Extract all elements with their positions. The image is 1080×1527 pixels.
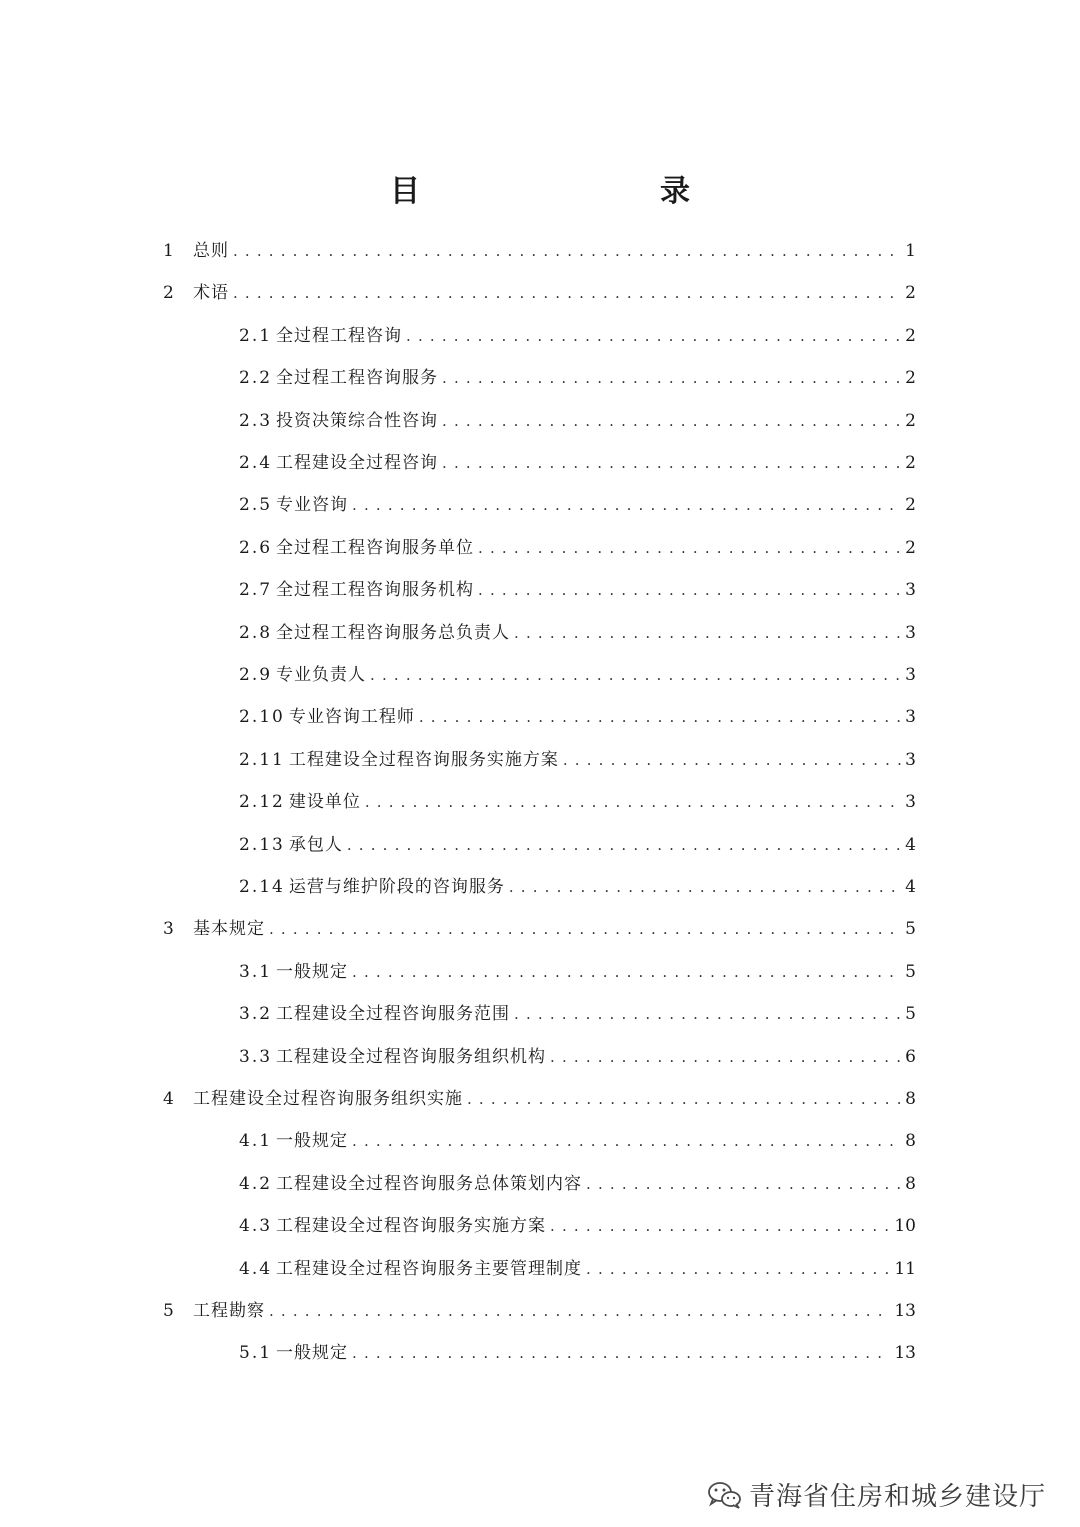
toc-dot-leader bbox=[233, 239, 901, 263]
toc-entry-label: 基本规定 bbox=[193, 919, 265, 940]
toc-entry-label: 一般规定 bbox=[276, 1131, 349, 1152]
toc-entry-page-number: 5 bbox=[905, 919, 916, 940]
toc-entry-number: 2.5 bbox=[239, 495, 273, 516]
toc-entry[interactable] bbox=[239, 866, 916, 908]
toc-entry-number: 4.2 bbox=[239, 1173, 273, 1194]
watermark-text: 青海省住房和城乡建设厅 bbox=[748, 1482, 1046, 1512]
toc-entry-page-number: 2 bbox=[905, 410, 916, 431]
toc-entry-number: 2.1 bbox=[239, 325, 273, 346]
toc-entry-number: 2.4 bbox=[239, 453, 273, 473]
toc-dot-leader bbox=[586, 1257, 890, 1281]
toc-entry-number: 2.6 bbox=[239, 537, 273, 558]
toc-entry-number: 2 bbox=[163, 283, 176, 304]
toc-entry-page-number: 4 bbox=[905, 834, 916, 855]
toc-entry-page-number: 2 bbox=[905, 453, 916, 473]
toc-dot-leader bbox=[269, 1299, 890, 1323]
toc-entry-number: 3 bbox=[163, 919, 176, 940]
toc-entry-label: 投资决策综合性咨询 bbox=[276, 410, 439, 431]
toc-entry[interactable] bbox=[239, 781, 916, 823]
toc-entry-label: 建设单位 bbox=[288, 792, 361, 813]
toc-dot-leader bbox=[233, 281, 901, 305]
toc-entry-page-number: 8 bbox=[905, 1089, 916, 1109]
toc-entry-number: 2.8 bbox=[239, 622, 273, 643]
toc-dot-leader bbox=[550, 1214, 890, 1238]
toc-entry-label: 全过程工程咨询服务总负责人 bbox=[276, 622, 511, 643]
toc-entry-label: 一般规定 bbox=[276, 961, 349, 982]
toc-entry-number: 2.13 bbox=[239, 834, 285, 855]
toc-dot-leader bbox=[550, 1045, 901, 1069]
toc-entry-page-number: 2 bbox=[905, 368, 916, 389]
toc-entry-number: 2.10 bbox=[239, 707, 285, 728]
toc-entry-label: 工程勘察 bbox=[193, 1301, 265, 1321]
toc-entry[interactable] bbox=[239, 442, 916, 484]
toc-entry[interactable] bbox=[163, 908, 916, 950]
toc-entry[interactable] bbox=[239, 1205, 916, 1247]
toc-dot-leader bbox=[478, 578, 901, 602]
toc-dot-leader bbox=[467, 1087, 901, 1111]
toc-entry[interactable] bbox=[239, 1332, 916, 1374]
toc-entry[interactable] bbox=[239, 654, 916, 696]
toc-entry-page-number: 2 bbox=[905, 325, 916, 346]
toc-entry-label: 全过程工程咨询服务机构 bbox=[276, 580, 475, 601]
toc-entry-number: 2.9 bbox=[239, 665, 273, 685]
toc-dot-leader bbox=[365, 790, 901, 814]
toc-entry-label: 专业负责人 bbox=[276, 665, 367, 685]
toc-dot-leader bbox=[509, 875, 901, 899]
toc-entry-label: 全过程工程咨询 bbox=[276, 325, 403, 346]
toc-dot-leader bbox=[269, 917, 901, 941]
toc-entry-number: 2.3 bbox=[239, 410, 273, 431]
toc-dot-leader bbox=[352, 493, 901, 517]
toc-entry-page-number: 11 bbox=[894, 1258, 916, 1279]
toc-entry-page-number: 3 bbox=[905, 707, 916, 728]
toc-entry-number: 5 bbox=[163, 1301, 176, 1321]
toc-dot-leader bbox=[563, 748, 901, 772]
wechat-icon bbox=[707, 1480, 743, 1510]
toc-entry-number: 5.1 bbox=[239, 1343, 273, 1364]
toc-entry-page-number: 5 bbox=[905, 961, 916, 982]
toc-entry-page-number: 2 bbox=[905, 537, 916, 558]
toc-entry[interactable] bbox=[239, 569, 916, 611]
toc-entry-page-number: 13 bbox=[894, 1343, 916, 1364]
toc-entry-number: 4.3 bbox=[239, 1216, 273, 1237]
toc-dot-leader bbox=[352, 1129, 901, 1153]
toc-entry-number: 2.11 bbox=[239, 749, 285, 770]
toc-dot-leader bbox=[514, 1002, 901, 1026]
toc-entry[interactable] bbox=[239, 612, 916, 654]
toc-dot-leader bbox=[586, 1172, 901, 1196]
toc-entry-label: 全过程工程咨询服务 bbox=[276, 368, 439, 389]
toc-entry-page-number: 2 bbox=[905, 283, 916, 304]
toc-entry[interactable] bbox=[163, 1290, 916, 1332]
toc-dot-leader bbox=[442, 366, 901, 390]
toc-entry[interactable] bbox=[163, 230, 916, 272]
toc-entry[interactable] bbox=[239, 484, 916, 526]
toc-entry-label: 工程建设全过程咨询服务实施方案 bbox=[276, 1216, 547, 1237]
toc-entry-label: 专业咨询 bbox=[276, 495, 349, 516]
toc-entry-label: 工程建设全过程咨询服务总体策划内容 bbox=[276, 1173, 583, 1194]
toc-entry-number: 2.2 bbox=[239, 368, 273, 389]
toc-entry-page-number: 2 bbox=[905, 495, 916, 516]
toc-entry[interactable] bbox=[239, 1248, 916, 1290]
toc-dot-leader bbox=[347, 833, 901, 857]
toc-entry-page-number: 3 bbox=[905, 665, 916, 685]
toc-entry-page-number: 3 bbox=[905, 580, 916, 601]
toc-entry[interactable] bbox=[239, 1163, 916, 1205]
toc-entry[interactable] bbox=[239, 1120, 916, 1162]
toc-entry-number: 4.1 bbox=[239, 1131, 273, 1152]
toc-entry-number: 3.2 bbox=[239, 1004, 273, 1025]
page-title: 目 录 bbox=[390, 174, 750, 209]
toc-entry[interactable] bbox=[163, 1078, 916, 1120]
toc-entry[interactable] bbox=[239, 696, 916, 738]
toc-entry[interactable] bbox=[163, 272, 916, 314]
toc-entry[interactable] bbox=[239, 527, 916, 569]
toc-entry-label: 工程建设全过程咨询 bbox=[276, 453, 439, 473]
toc-entry-number: 1 bbox=[163, 241, 176, 261]
toc-dot-leader bbox=[419, 705, 901, 729]
toc-entry-page-number: 3 bbox=[905, 792, 916, 813]
toc-entry[interactable] bbox=[239, 993, 916, 1035]
toc-dot-leader bbox=[478, 536, 901, 560]
toc-entry-label: 专业咨询工程师 bbox=[288, 707, 415, 728]
toc-entry[interactable] bbox=[239, 400, 916, 442]
toc-entry[interactable] bbox=[239, 951, 916, 993]
toc-dot-leader bbox=[442, 409, 901, 433]
toc-entry-number: 2.14 bbox=[239, 877, 285, 897]
toc-entry-label: 工程建设全过程咨询服务实施方案 bbox=[288, 749, 559, 770]
toc-entry-label: 工程建设全过程咨询服务组织实施 bbox=[193, 1089, 463, 1109]
toc-entry[interactable] bbox=[239, 739, 916, 781]
toc-entry[interactable] bbox=[239, 1036, 916, 1078]
toc-entry-number: 3.3 bbox=[239, 1046, 273, 1067]
toc-entry-page-number: 3 bbox=[905, 622, 916, 643]
toc-entry-label: 术语 bbox=[193, 283, 229, 304]
toc-entry-page-number: 1 bbox=[905, 241, 916, 261]
toc-entry[interactable] bbox=[239, 824, 916, 866]
toc-entry-number: 2.7 bbox=[239, 580, 273, 601]
toc-entry-page-number: 3 bbox=[905, 749, 916, 770]
toc-entry-label: 承包人 bbox=[288, 834, 343, 855]
toc-entry-page-number: 5 bbox=[905, 1004, 916, 1025]
toc-dot-leader bbox=[352, 1341, 890, 1365]
toc-entry-number: 3.1 bbox=[239, 961, 273, 982]
toc-dot-leader bbox=[406, 324, 901, 348]
toc-entry-page-number: 6 bbox=[905, 1046, 916, 1067]
toc-entry-page-number: 13 bbox=[894, 1301, 916, 1321]
toc-entry-page-number: 8 bbox=[905, 1173, 916, 1194]
toc-entry-number: 2.12 bbox=[239, 792, 285, 813]
toc-entry-number: 4 bbox=[163, 1089, 176, 1109]
toc-entry[interactable] bbox=[239, 315, 916, 357]
toc-entry-number: 4.4 bbox=[239, 1258, 273, 1279]
watermark bbox=[707, 1476, 1046, 1513]
toc-entry-label: 工程建设全过程咨询服务主要管理制度 bbox=[276, 1258, 583, 1279]
toc-dot-leader bbox=[514, 621, 901, 645]
toc-entry-label: 工程建设全过程咨询服务范围 bbox=[276, 1004, 511, 1025]
toc-dot-leader bbox=[370, 663, 901, 687]
toc-dot-leader bbox=[442, 451, 901, 475]
toc-entry-page-number: 10 bbox=[894, 1216, 916, 1237]
toc-entry-label: 总则 bbox=[193, 241, 229, 261]
toc-entry-page-number: 8 bbox=[905, 1131, 916, 1152]
toc-entry-label: 工程建设全过程咨询服务组织机构 bbox=[276, 1046, 547, 1067]
toc-entry-label: 全过程工程咨询服务单位 bbox=[276, 537, 475, 558]
toc-entry-label: 一般规定 bbox=[276, 1343, 349, 1364]
toc-entry-page-number: 4 bbox=[905, 877, 916, 897]
toc-entry-label: 运营与维护阶段的咨询服务 bbox=[288, 877, 505, 897]
toc-entry[interactable] bbox=[239, 357, 916, 399]
toc-dot-leader bbox=[352, 960, 901, 984]
